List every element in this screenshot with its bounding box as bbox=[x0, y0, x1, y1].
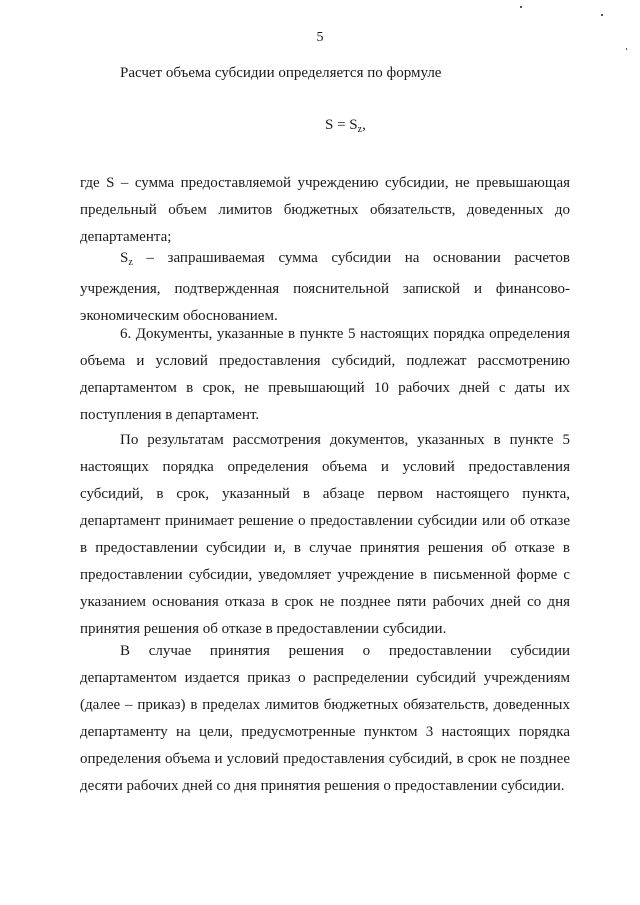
formula-lhs: S = S bbox=[325, 117, 358, 133]
formula-subscript: z bbox=[357, 124, 363, 135]
scan-artifact bbox=[601, 14, 603, 16]
paragraph-6: 6. Документы, указанные в пункте 5 настоящих порядка определения объема и условий предоставления субсидий, подлежат рассмотрению департаментом в срок, не превышающий 10 рабочих дней с даты их поступления в департамент. bbox=[80, 326, 570, 423]
sz-symbol-subscript: z bbox=[128, 257, 133, 268]
sz-symbol bbox=[120, 250, 133, 266]
formula-tail: , bbox=[362, 117, 366, 133]
scan-artifact bbox=[626, 48, 627, 50]
sz-symbol-letter: S bbox=[120, 250, 129, 266]
paragraph-results: По результатам рассмотрения документов, указанных в пункте 5 настоящих порядка определения объема и условий предоставления субсидий, в срок, указанный в абзаце первом настоящего пункта, департамент принимает решение о предоставлении субсидии или об отказе в предоставлении субсидии и, в случае принятия решения об отказе в предоставлении субсидии, уведомляет учреждение в письменной форме с указанием основания отказа в срок не позднее пяти рабочих дней со дня принятия решения об отказе в предоставлении субсидии. bbox=[80, 432, 570, 637]
scan-artifact bbox=[520, 6, 522, 8]
formula-intro: Расчет объема субсидии определяется по формуле bbox=[120, 65, 442, 81]
paragraph-decision: В случае принятия решения о предоставлении субсидии департаментом издается приказ о распределении субсидий учреждениям (далее – приказ) в пределах лимитов бюджетных обязательств, доведенных департаменту на цели, предусмотренные пунктом 3 настоящих порядка определения объема и условий предоставления субсидий, в срок не позднее десяти рабочих дней со дня принятия решения о предоставлении субсидии. bbox=[80, 643, 570, 794]
formula bbox=[325, 117, 366, 135]
page-number: 5 bbox=[316, 30, 324, 45]
paragraph-s-definition: где S – сумма предоставляемой учреждению субсидии, не превышающая предельный объем лимитов бюджетных обязательств, доведенных до департамента; bbox=[80, 175, 570, 245]
paragraph-sz-definition bbox=[80, 245, 570, 330]
sz-definition-text: – запрашиваемая сумма субсидии на основании расчетов учреждения, подтвержденная пояснительной запиской и финансово-экономическим обоснованием. bbox=[80, 250, 570, 324]
